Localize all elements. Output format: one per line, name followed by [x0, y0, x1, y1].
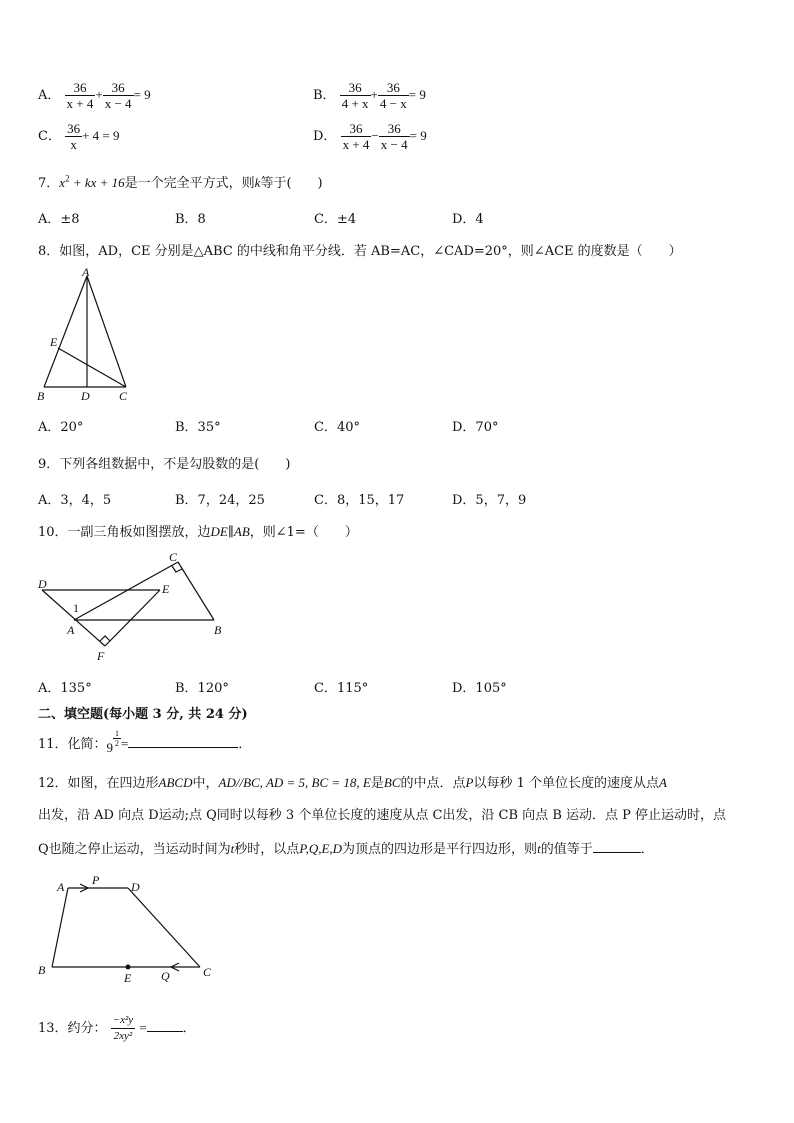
label-c: C: [169, 550, 178, 564]
segment-ce: [58, 348, 126, 387]
q8-option-a[interactable]: A．20°: [38, 420, 84, 435]
q7-option-b[interactable]: B．8: [175, 212, 206, 227]
segment-df: [42, 590, 105, 646]
label-b: B: [38, 963, 46, 977]
q8-stem: 8．如图，AD，CE 分别是△ABC 的中线和角平分线．若 AB=AC，∠CAD=20°，则∠ACE 的度数是（ ）: [38, 244, 682, 259]
q10-option-b[interactable]: B．120°: [175, 681, 229, 696]
label-angle-1: 1: [73, 601, 79, 615]
label-a: A: [57, 880, 65, 894]
segment-ab: [44, 276, 87, 387]
label-d: D: [81, 389, 90, 403]
label-a: A: [67, 623, 75, 637]
q12-line3: Q也随之停止运动，当运动时间为t秒时，以点P,Q,E,D为顶点的四边形是平行四边形，则t的值等于 ．: [38, 838, 654, 857]
q10-set-square-figure: [30, 548, 230, 666]
q10-option-d[interactable]: D．105°: [452, 681, 507, 696]
point-e: [126, 965, 131, 970]
q10-option-a[interactable]: A．135°: [38, 681, 92, 696]
label-b: B: [37, 389, 45, 403]
segment-ab: [52, 888, 68, 967]
fraction: $\frac{36}{4 - x}$: [379, 80, 407, 111]
q8-option-d[interactable]: D．70°: [452, 420, 499, 435]
q10-stem: 10．一副三角板如图摆放，边DE∥AB，则∠1=（ ）: [38, 524, 358, 540]
label-f: F: [97, 649, 105, 663]
q8-option-c[interactable]: C．40°: [314, 420, 360, 435]
answer-blank-13[interactable]: [147, 1017, 183, 1032]
q13-stem: 13．约分： $\frac{\text{−x²y}}{\text{2xy²}}$ = ．: [38, 1014, 196, 1042]
fraction: $\frac{36}{x - 4}$: [104, 80, 132, 111]
q8-triangle-figure: [30, 262, 150, 404]
q6-option-d[interactable]: D． $\frac{36}{x + 4}$ − $\frac{36}{x - 4}$ = 9: [313, 121, 427, 152]
label-d: D: [131, 880, 140, 894]
answer-blank-12[interactable]: [593, 838, 641, 853]
answer-blank-11[interactable]: [128, 733, 238, 748]
fraction: $\frac{36}{4 + x}$: [341, 80, 369, 111]
q12-line2: 出发，沿 AD 向点 D运动;点 Q同时以每秒 3 个单位长度的速度从点 C出发，沿 CB 向点 B 运动．点 P 停止运动时，点: [38, 808, 727, 823]
q11-stem: 11．化简：9 $\frac{1}{2}$ = ．: [38, 729, 252, 755]
q9-option-b[interactable]: B．7，24，25: [175, 493, 265, 508]
fraction: $\frac{36}{x + 4}$: [342, 121, 370, 152]
fraction: $\frac{\text{−x²y}}{\text{2xy²}}$: [112, 1014, 134, 1042]
q7-option-d[interactable]: D．4: [452, 212, 484, 227]
segment-cb: [178, 562, 214, 620]
q8-option-b[interactable]: B．35°: [175, 420, 221, 435]
q9-option-a[interactable]: A．3，4，5: [38, 493, 112, 508]
q12-line1: 12．如图，在四边形ABCD中，AD//BC, AD = 5, BC = 18, E是BC的中点．点P以每秒 1 个单位长度的速度从点A: [38, 775, 667, 791]
label-d: D: [38, 577, 47, 591]
segment-dc: [128, 888, 200, 967]
q7-stem: 7．$x^2$ + kx + 16是一个完全平方式，则k等于( ): [38, 173, 323, 191]
right-angle-f: [100, 636, 110, 641]
label-c: C: [119, 389, 128, 403]
label-q: Q: [161, 969, 170, 983]
q6-option-c[interactable]: C． $\frac{36}{x}$ + 4 = 9: [38, 121, 120, 152]
q6-option-b[interactable]: B． $\frac{36}{4 + x}$ + $\frac{36}{4 - x}$ = 9: [313, 80, 426, 111]
fraction: $\frac{36}{x - 4}$: [380, 121, 408, 152]
q7-option-c[interactable]: C．±4: [314, 212, 357, 227]
label-b: B: [214, 623, 222, 637]
label-c: C: [203, 965, 212, 979]
label-e: E: [124, 971, 132, 985]
q7-option-a[interactable]: A．±8: [38, 212, 80, 227]
segment-ac: [87, 276, 126, 387]
exponent-fraction: $\frac{1}{2}$: [115, 729, 120, 748]
fraction: $\frac{36}{x + 4}$: [66, 80, 94, 111]
q10-option-c[interactable]: C．115°: [314, 681, 369, 696]
label-a: A: [82, 265, 90, 279]
label-e: E: [162, 582, 170, 596]
q6-option-a[interactable]: A． $\frac{36}{x + 4}$ + $\frac{36}{x - 4}$ = 9: [38, 80, 151, 111]
label-p: P: [92, 873, 100, 887]
q9-stem: 9．下列各组数据中，不是勾股数的是( ): [38, 457, 291, 472]
fraction: $\frac{36}{x}$: [67, 121, 81, 152]
section-title: 二、填空题(每小题 3 分, 共 24 分): [38, 707, 248, 722]
label-e: E: [50, 335, 58, 349]
q9-option-d[interactable]: D．5，7，9: [452, 493, 527, 508]
q12-quadrilateral-figure: [30, 872, 220, 987]
q9-option-c[interactable]: C．8，15，17: [314, 493, 405, 508]
